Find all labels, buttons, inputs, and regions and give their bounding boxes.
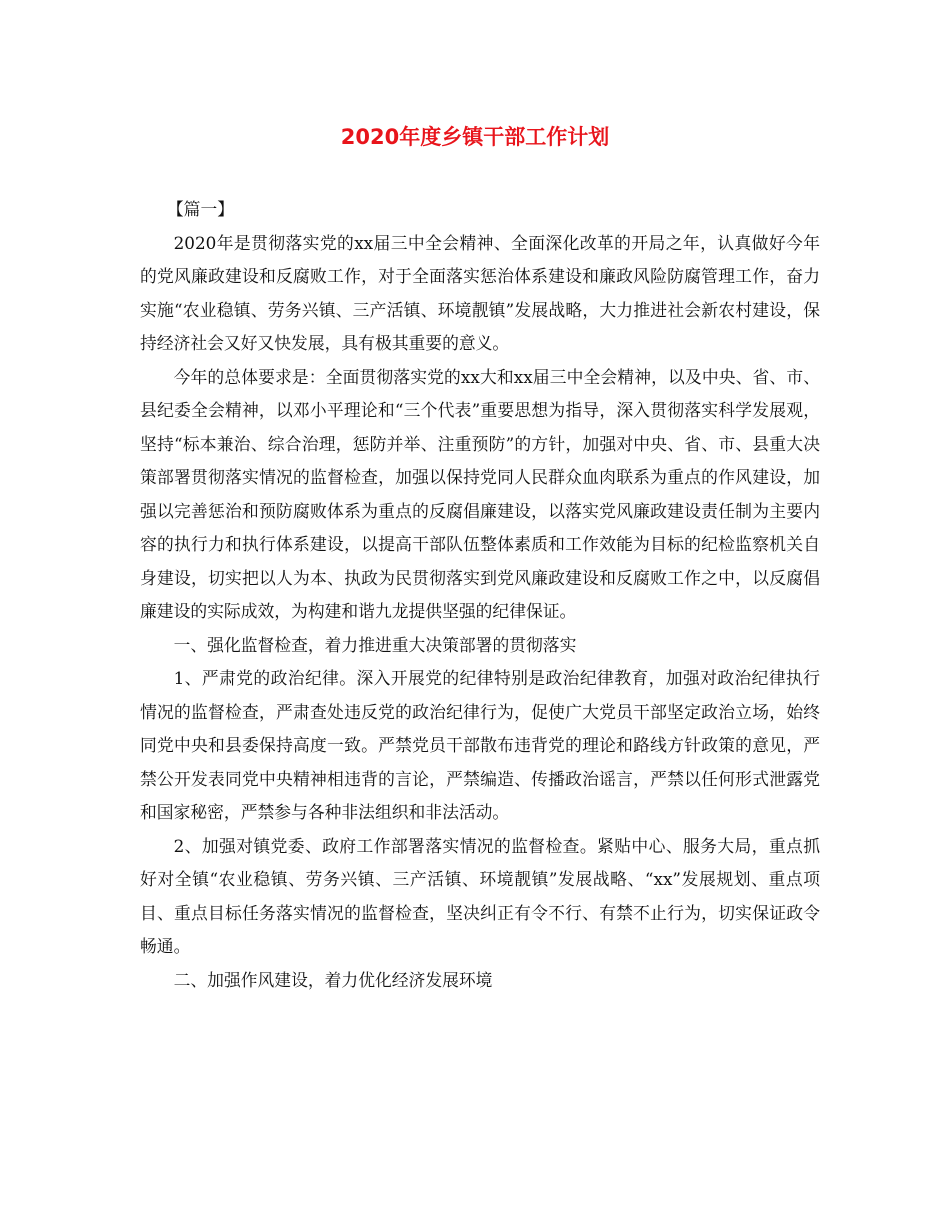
heading-section-one: 一、强化监督检查，着力推进重大决策部署的贯彻落实 bbox=[173, 634, 577, 655]
paragraph-item-one: 1、严肃党的政治纪律。深入开展党的纪律特别是政治纪律教育，加强对政治纪律执行情况的监督检查，严肃查处违反党的政治纪律行为，促使广大党员干部坚定政治立场，始终同党中央和县委保持高度一致。严禁党员干部散布违背党的理论和路线方针政策的意见，严禁公开发表同党中央精神相违背的言论，严禁编造、传播政治谣言，严禁以任何形式泄露党和国家秘密，严禁参与各种非法组织和非法活动。 bbox=[140, 668, 820, 822]
paragraph-requirements: 今年的总体要求是：全面贯彻落实党的xx大和xx届三中全会精神，以及中央、省、市、县纪委全会精神，以邓小平理论和“三个代表”重要思想为指导，深入贯彻落实科学发展观，坚持“标本兼治、综合治理，惩防并举、注重预防”的方针，加强对中央、省、市、县重大决策部署贯彻落实情况的监督检查，加强以保持党同人民群众血肉联系为重点的作风建设，加强以完善惩治和预防腐败体系为重点的反腐倡廉建设，以落实党风廉政建设责任制为主要内容的执行力和执行体系建设，以提高干部队伍整体素质和工作效能为目标的纪检监察机关自身建设，切实把以人为本、执政为民贯彻落实到党风廉政建设和反腐败工作之中，以反腐倡廉建设的实际成效，为构建和谐九龙提供坚强的纪律保证。 bbox=[140, 366, 820, 621]
document-body bbox=[140, 193, 820, 997]
paragraph-item-two: 2、加强对镇党委、政府工作部署落实情况的监督检查。紧贴中心、服务大局，重点抓好对全镇“农业稳镇、劳务兴镇、三产活镇、环境靓镇”发展战略、“xx”发展规划、重点项目、重点目标任务落实情况的监督检查，坚决纠正有令不行、有禁不止行为，切实保证政令畅通。 bbox=[140, 835, 820, 956]
document-title: 2020年度乡镇干部工作计划 bbox=[340, 125, 610, 149]
paragraph-intro: 2020年是贯彻落实党的xx届三中全会精神、全面深化改革的开局之年，认真做好今年的党风廉政建设和反腐败工作，对于全面落实惩治体系建设和廉政风险防腐管理工作，奋力实施“农业稳镇、劳务兴镇、三产活镇、环境靓镇”发展战略，大力推进社会新农村建设，保持经济社会又好又快发展，具有极其重要的意义。 bbox=[140, 232, 820, 353]
section-label: 【篇一】 bbox=[166, 199, 235, 219]
heading-section-two: 二、加强作风建设，着力优化经济发展环境 bbox=[173, 969, 493, 990]
